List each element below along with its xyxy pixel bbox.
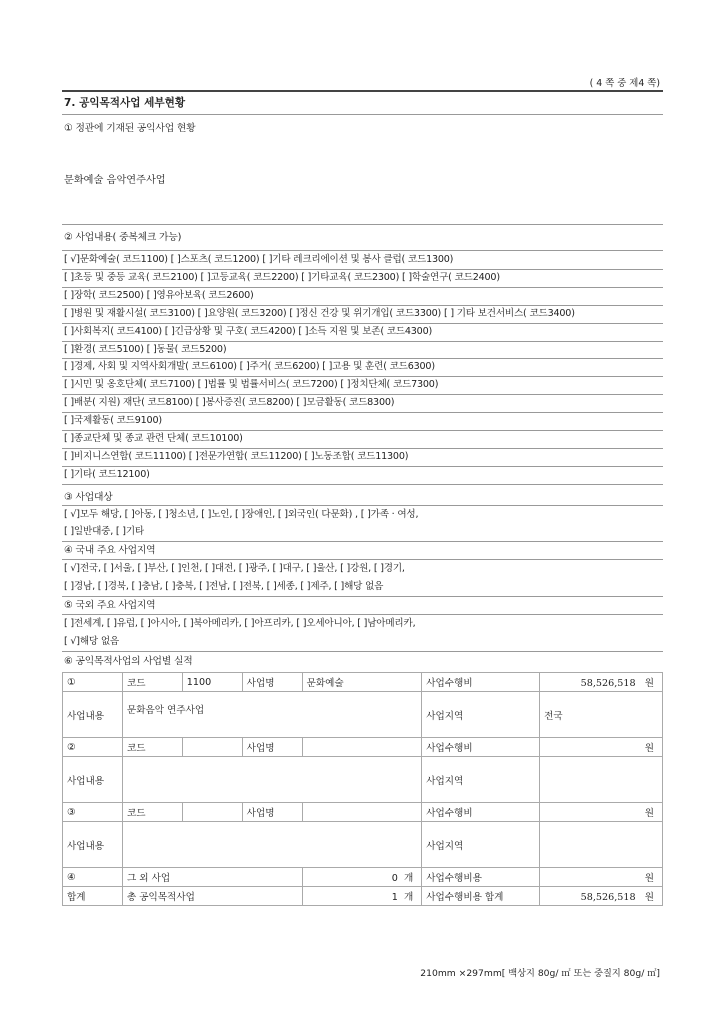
others-cost-label: 사업수행비용 xyxy=(422,868,540,887)
business-category-line: [ ]비지니스연합( 코드11100) [ ]전문가연합( 코드11200) [ ]노동조합( 코드11300) xyxy=(64,450,409,462)
table-row xyxy=(63,692,663,738)
sub6-heading: ⑥ 공익목적사업의 사업별 실적 xyxy=(64,656,193,667)
others-number: ④ xyxy=(63,868,123,887)
region-value xyxy=(540,822,663,868)
business-category-line: [ ]사회복지( 코드4100) [ ]긴급상황 및 구호( 코드4200) [ ]소득 지원 및 보존( 코드4300) xyxy=(64,325,433,337)
cost-value: 원 xyxy=(540,803,663,822)
divider xyxy=(62,651,663,652)
table-row xyxy=(63,673,663,692)
business-category-line: [ ]경제, 사회 및 지역사회개발( 코드6100) [ ]주거( 코드6200) [ ]고용 및 훈련( 코드6300) xyxy=(64,361,435,373)
sub5-heading: ⑤ 국외 주요 사업지역 xyxy=(64,600,156,611)
content-label: 사업내용 xyxy=(63,822,123,868)
code-value xyxy=(182,738,242,757)
content-value xyxy=(122,757,421,803)
total-count: 1 개 xyxy=(302,887,422,906)
region-value xyxy=(540,757,663,803)
others-label: 그 외 사업 xyxy=(122,868,302,887)
business-category-line: [ ]초등 및 중등 교육( 코드2100) [ ]고등교육( 코드2200) [ ]기타교육( 코드2300) [ ]학술연구( 코드2400) xyxy=(64,271,500,283)
business-category-line: [ ]종교단체 및 종교 관련 단체( 코드10100) xyxy=(64,433,243,444)
region-label: 사업지역 xyxy=(422,692,540,738)
total-label: 합계 xyxy=(63,887,123,906)
entry-number: ② xyxy=(63,738,123,757)
total-desc: 총 공익목적사업 xyxy=(122,887,302,906)
sub2-heading: ② 사업내용( 중복체크 가능) xyxy=(64,232,182,243)
section-title: 7. 공익목적사업 세부현황 xyxy=(64,97,186,109)
business-category-line: [ ]기타( 코드12100) xyxy=(64,468,150,480)
domestic-region-line: [ √]전국, [ ]서울, [ ]부산, [ ]인천, [ ]대전, [ ]광주, [ ]대구, [ ]울산, [ ]강원, [ ]경기, xyxy=(64,563,405,574)
divider xyxy=(62,484,663,485)
target-line: [ √]모두 해당, [ ]아동, [ ]청소년, [ ]노인, [ ]장애인, [ ]외국인( 다문화) , [ ]가족 · 여성, xyxy=(64,509,419,520)
biz-name-label: 사업명 xyxy=(242,738,302,757)
table-row xyxy=(63,822,663,868)
code-label: 코드 xyxy=(122,673,182,692)
region-label: 사업지역 xyxy=(422,757,540,803)
table-row xyxy=(63,738,663,757)
content-value: 문화음악 연주사업 xyxy=(122,692,421,738)
cost-label: 사업수행비 xyxy=(422,738,540,757)
code-label: 코드 xyxy=(122,738,182,757)
business-category-line: [ ]국제활동( 코드9100) xyxy=(64,415,162,427)
table-row xyxy=(63,868,663,887)
table-row xyxy=(63,803,663,822)
region-label: 사업지역 xyxy=(422,822,540,868)
cost-value: 58,526,518 원 xyxy=(540,673,663,692)
cost-label: 사업수행비 xyxy=(422,673,540,692)
business-category-line: [ ]장학( 코드2500) [ ]영유아보육( 코드2600) xyxy=(64,289,254,301)
performance-table xyxy=(62,672,663,906)
others-count: 0 개 xyxy=(302,868,422,887)
code-value xyxy=(182,803,242,822)
total-cost-value: 58,526,518 원 xyxy=(540,887,663,906)
total-cost-label: 사업수행비용 합계 xyxy=(422,887,540,906)
code-label: 코드 xyxy=(122,803,182,822)
overseas-region-line: [ √]해당 없음 xyxy=(64,636,119,647)
business-category-line: [ √]문화예술( 코드1100) [ ]스포츠( 코드1200) [ ]기타 레크리에이션 및 봉사 클럽( 코드1300) xyxy=(64,254,454,265)
code-value: 1100 xyxy=(182,673,242,692)
biz-name-label: 사업명 xyxy=(242,803,302,822)
sub3-heading: ③ 사업대상 xyxy=(64,492,113,503)
biz-name-value xyxy=(302,738,422,757)
sub1-heading: ① 정관에 기재된 공익사업 현황 xyxy=(64,123,196,134)
divider xyxy=(62,114,663,115)
content-label: 사업내용 xyxy=(63,692,123,738)
biz-name-value: 문화예술 xyxy=(302,673,422,692)
cost-label: 사업수행비 xyxy=(422,803,540,822)
sub1-content: 문화예술 음악연주사업 xyxy=(64,175,166,186)
content-value xyxy=(122,822,421,868)
entry-number: ① xyxy=(63,673,123,692)
page-indicator: ( 4 쪽 중 제4 쪽) xyxy=(589,78,660,89)
entry-number: ③ xyxy=(63,803,123,822)
top-rule xyxy=(62,90,663,92)
content-label: 사업내용 xyxy=(63,757,123,803)
domestic-region-line: [ ]경남, [ ]경북, [ ]충남, [ ]충북, [ ]전남, [ ]전북, [ ]세종, [ ]제주, [ ]해당 없음 xyxy=(64,581,384,592)
cost-value: 원 xyxy=(540,738,663,757)
table-row xyxy=(63,757,663,803)
target-line: [ ]일반대중, [ ]기타 xyxy=(64,526,144,537)
overseas-region-line: [ ]전세계, [ ]유럽, [ ]아시아, [ ]북아메리카, [ ]아프리카, [ ]오세아니아, [ ]남아메리카, xyxy=(64,618,416,629)
business-category-line: [ ]병원 및 재활시설( 코드3100) [ ]요양원( 코드3200) [ ]정신 건강 및 위기개입( 코드3300) [ ] 기타 보건서비스( 코드3400) xyxy=(64,307,575,319)
region-value: 전국 xyxy=(540,692,663,738)
biz-name-value xyxy=(302,803,422,822)
table-row xyxy=(63,887,663,906)
others-cost-value: 원 xyxy=(540,868,663,887)
divider xyxy=(62,224,663,225)
biz-name-label: 사업명 xyxy=(242,673,302,692)
business-category-line: [ ]배분( 지원) 재단( 코드8100) [ ]봉사증진( 코드8200) [ ]모금활동( 코드8300) xyxy=(64,397,395,409)
sub4-heading: ④ 국내 주요 사업지역 xyxy=(64,545,156,556)
paper-spec-footer: 210mm ×297mm[ 백상지 80g/ ㎡ 또는 중질지 80g/ ㎡] xyxy=(420,968,660,979)
business-category-line: [ ]시민 및 옹호단체( 코드7100) [ ]법률 및 법률서비스( 코드7200) [ ]정치단체( 코드7300) xyxy=(64,379,439,391)
business-category-line: [ ]환경( 코드5100) [ ]동물( 코드5200) xyxy=(64,343,227,355)
